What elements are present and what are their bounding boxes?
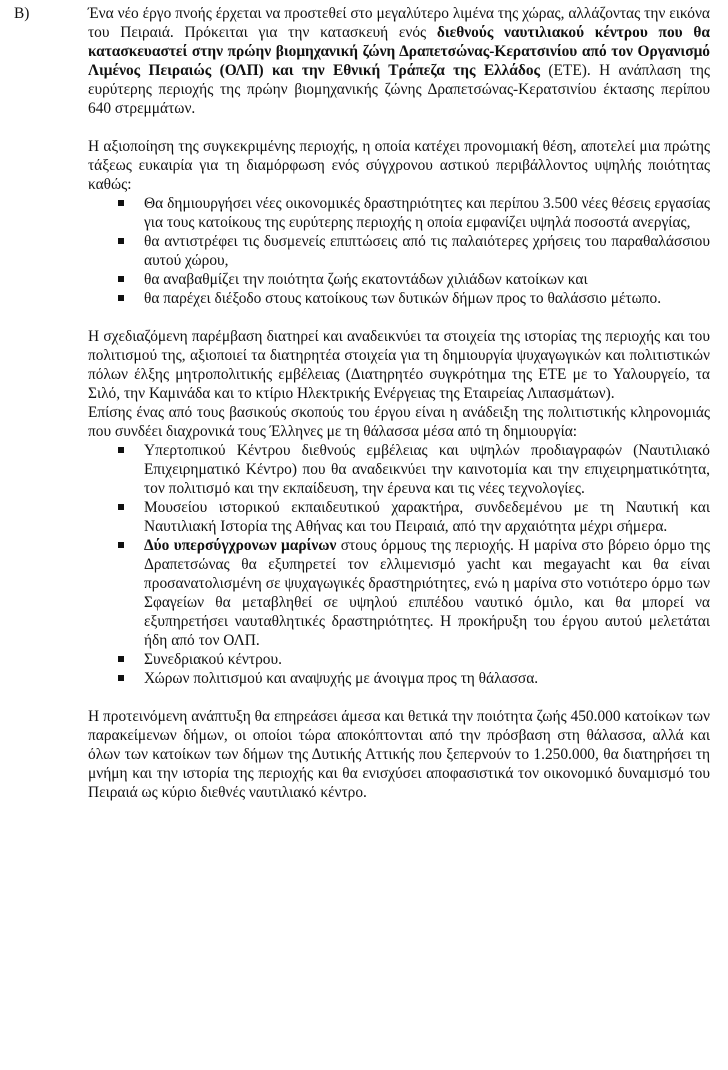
list-item: Χώρων πολιτισμού και αναψυχής με άνοιγμα προς τη θάλασσα. [88, 669, 710, 688]
list-item: θα παρέχει διέξοδο στους κατοίκους των δυτικών δήμων προς το θαλάσσιο μέτωπο. [88, 289, 710, 308]
section-label: B) [14, 5, 30, 22]
paragraph-impact: Η προτεινόμενη ανάπτυξη θα επηρεάσει άμεσα και θετικά την ποιότητα ζωής 450.000 κατοίκων των παρακείμενων δήμων, οι οποίοι τώρα αποκόπτονται από την πρόσβαση στη θάλασσα, αλλά και όλων των κατοίκων των δήμων της Δυτικής Αττικής που ξεπερνούν το 1.250.000, θα διατηρήσει τη μνήμη και την ιστορία της περιοχής και θα ενισχύσει αποφασιστικά τον οικονομικό δυναμισμό του Πειραιά ως κύριο διεθνές ναυτιλιακό κέντρο. [88, 708, 710, 801]
bullet-icon [118, 675, 124, 681]
list-item: Υπερτοπικού Κέντρου διεθνούς εμβέλειας και υψηλών προδιαγραφών (Ναυτιλιακό Επιχειρηματικό Κέντρο) που θα αναδεικνύει την καινοτομία και την επιχειρηματικότητα, τον πολιτισμό και την εκπαίδευση, την έρευνα και τις νέες τεχνολογίες. [88, 441, 710, 498]
list-item: Θα δημιουργήσει νέες οικονομικές δραστηριότητες και περίπου 3.500 νέες θέσεις εργασίας για τους κατοίκους της ευρύτερης περιοχής η οποία εμφανίζει υψηλά ποσοστά ανεργίας, [88, 194, 710, 232]
list-item: θα αντιστρέφει τις δυσμενείς επιπτώσεις από τις παλαιότερες χρήσεις του παραθαλάσσιου αυτού χώρου, [88, 232, 710, 270]
bullet-icon [118, 504, 124, 510]
list-item: θα αναβαθμίζει την ποιότητα ζωής εκατοντάδων χιλιάδων κατοίκων και [88, 270, 710, 289]
list-item: Συνεδριακού κέντρου. [88, 650, 710, 669]
bullet-icon [118, 276, 124, 282]
bold-highlight: διεθνούς ναυτιλιακού κέντρου που θα κατασκευαστεί στην πρώην βιομηχανική ζώνη Δραπετσώνας-Κερατσινίου από τον Οργανισμό Λιμένος Πειραιώς (ΟΛΠ) και την Εθνική Τράπεζα της Ελλάδος [88, 24, 711, 79]
paragraph-goals: Επίσης ένας από τους βασικούς σκοπούς του έργου είναι η ανάδειξη της πολιτιστικής κληρονομιάς που συνδέει διαχρονικά τους Έλληνες με τη θάλασσα μέσα από τη δημιουργία: [88, 404, 710, 440]
list-item: Δύο υπερσύγχρονων μαρίνων στους όρμους της περιοχής. Η μαρίνα στο βόρειο όρμο της Δραπετσώνας θα εξυπηρετεί τον ελλιμενισμό yacht και megayacht και θα είναι προσανατολισμένη σε ψυχαγωγικές δραστηριότητες, ενώ η μαρίνα στο νοτιότερο όρμο των Σφαγείων θα μεταβληθεί σε υψηλού επιπέδου ναυτικό όμιλο, και θα μπορεί να εξυπηρετήσει ναυταθλητικές δραστηριότητες. Η προκήρυξη του έργου αυτού μελετάται ήδη από τον ΟΛΠ. [88, 536, 710, 650]
creations-list [88, 441, 710, 688]
paragraph-heritage: Η σχεδιαζόμενη παρέμβαση διατηρεί και αναδεικνύει τα στοιχεία της ιστορίας της περιοχής και του πολιτισμού της, αξιοποιεί τα διατηρητέα στοιχεία για τη δημιουργία ψυχαγωγικών και πολιτιστικών πόλων έλξης μητροπολιτικής εμβέλειας (Διατηρητέο συγκρότημα της ΕΤΕ με το Υαλουργείο, τα Σιλό, την Καμινάδα και το κτίριο Ηλεκτρικής Ενέργειας της Εταιρείας Λιπασμάτων). [88, 328, 710, 402]
paragraph-intro: Ένα νέο έργο πνοής έρχεται να προστεθεί στο μεγαλύτερο λιμένα της χώρας, αλλάζοντας την εικόνα του Πειραιά. Πρόκειται για την κατασκευή ενός διεθνούς ναυτιλιακού κέντρου που θα κατασκευαστεί στην πρώην βιομηχανική ζώνη Δραπετσώνας-Κερατσινίου από τον Οργανισμό Λιμένος Πειραιώς (ΟΛΠ) και την Εθνική Τράπεζα της Ελλάδος (ΕΤΕ). Η ανάπλαση της ευρύτερης περιοχής της πρώην βιομηχανικής ζώνης Δραπετσώνας-Κερατσινίου έκτασης περίπου 640 στρεμμάτων. [88, 5, 711, 117]
bullet-icon [118, 200, 124, 206]
bullet-icon [118, 542, 124, 548]
bullet-icon [118, 295, 124, 301]
bullet-icon [118, 656, 124, 662]
benefits-list [88, 194, 710, 308]
bullet-icon [118, 238, 124, 244]
list-item: Μουσείου ιστορικού εκπαιδευτικού χαρακτήρα, συνδεδεμένου με τη Ναυτική και Ναυτιλιακή Ιστορία της Αθήνας και του Πειραιά, από την αρχαιότητα μέχρι σήμερα. [88, 498, 710, 536]
paragraph-benefits-intro: Η αξιοποίηση της συγκεκριμένης περιοχής, η οποία κατέχει προνομιακή θέση, αποτελεί μια πρώτης τάξεως ευκαιρία για τη διαμόρφωση ενός σύγχρονου αστικού περιβάλλοντος υψηλής ποιότητας καθώς: [88, 138, 710, 193]
document-body [88, 4, 710, 802]
bullet-icon [118, 447, 124, 453]
